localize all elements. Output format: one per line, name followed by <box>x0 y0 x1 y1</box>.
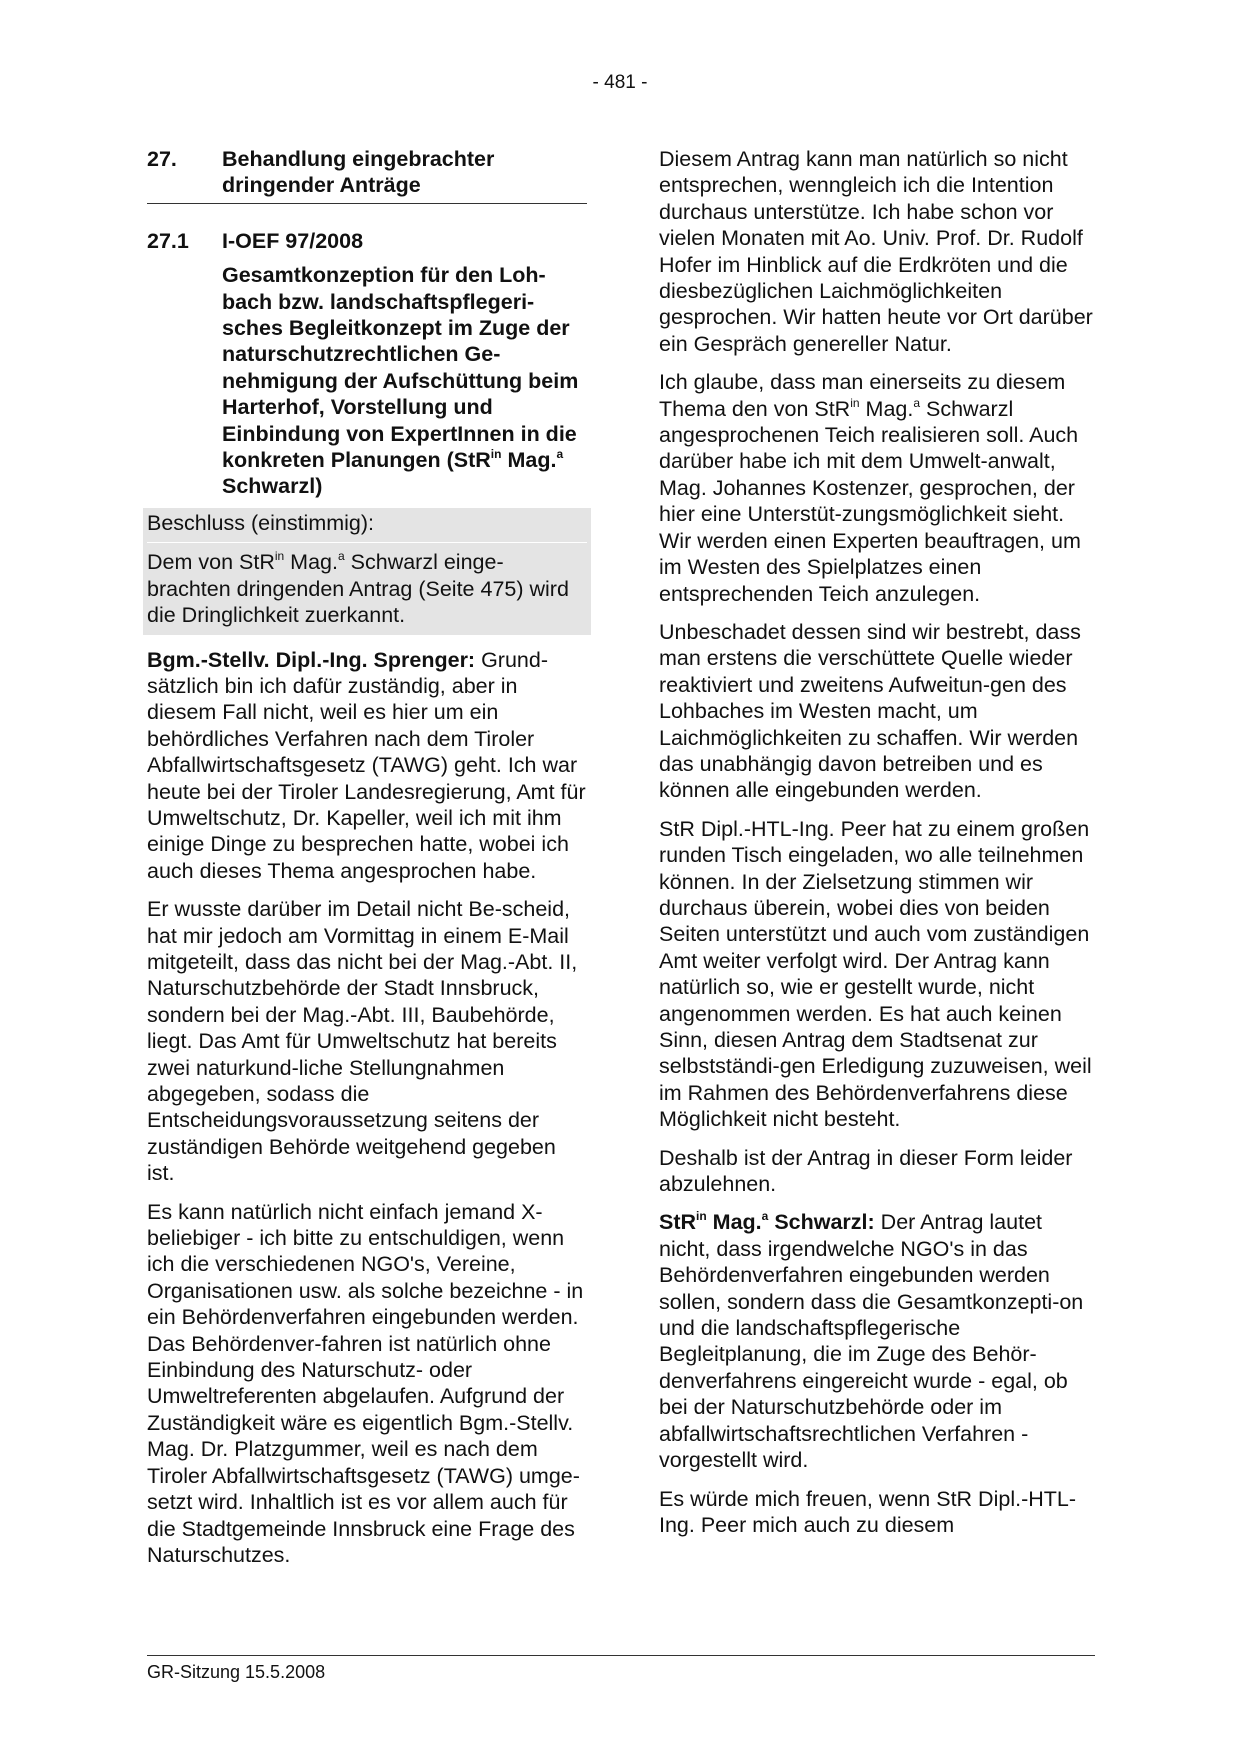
paragraph-right-7: Es würde mich freuen, wenn StR Dipl.-HTL-Ing. Peer mich auch zu diesem <box>659 1486 1077 1537</box>
item-subject: Gesamtkonzeption für den Loh-bach bzw. landschaftspflegeri-sches Begleitkonzept im Zuge der naturschutzrechtlichen Ge-nehmigung der Aufschüttung beim Harterhof, Vorstellung und Einbindung von ExpertInnen in die konkreten Planungen (StR$^{in}$ Mag.$^a$ Schwarzl) <box>222 263 579 499</box>
paragraph-right-5: Deshalb ist der Antrag in dieser Form leider abzulehnen. <box>659 1145 1073 1197</box>
item-heading <box>147 228 587 254</box>
paragraph-right-4: StR Dipl.-HTL-Ing. Peer hat zu einem großen runden Tisch eingeladen, wo alle teilnehmen können. In der Zielsetzung stimmen wir durchaus überein, wobei dies von beiden Seiten unterstützt und auch vom zuständigen Amt weiter verfolgt wird. Der Antrag kann natürlich so, wie er gestellt wurde, nicht angenommen werden. Es hat auch keinen Sinn, diesen Antrag dem Stadtsenat zur selbstständi-gen Erledigung zuzuweisen, weil im Rahmen des Behördenverfahrens diese Möglichkeit nicht besteht. <box>659 816 1092 1132</box>
paragraph-schwarzl: StR$^{in}$ Mag.$^a$ Schwarzl: Der Antrag lautet nicht, dass irgendwelche NGO's in das Behördenverfahren eingebunden werden sollen, sondern dass die Gesamtkonzepti-on und die landschaftspflegerische Begleitplanung, die im Zuge des Behör-denverfahrens eingereicht wurde - egal, ob bei der Naturschutzbehörde oder im abfallwirtschaftsrechtlichen Verfahren - vorgestellt wird. <box>659 1209 1084 1473</box>
paragraph-right-3: Unbeschadet dessen sind wir bestrebt, dass man erstens die verschüttete Quelle wieder reaktiviert und zweitens Aufweitun-gen des Lohbaches im Westen macht, um Laichmöglichkeiten zu schaffen. Wir werden das unabhängig davon betreiben und es können alle eingebunden werden. <box>659 619 1081 803</box>
decision-text: Dem von StR$^{in}$ Mag.$^a$ Schwarzl einge-brachten dringenden Antrag (Seite 475) wird die Dringlichkeit zuerkannt. <box>147 542 587 634</box>
paragraph-sprenger-3: Es kann natürlich nicht einfach jemand X-beliebiger - ich bitte zu entschuldigen, wenn ich die verschiedenen NGO's, Vereine, Organisationen usw. als solche bezeichne - in ein Behördenverfahren eingebunden werden. Das Behördenver-fahren ist natürlich ohne Einbindung des Naturschutz- oder Umweltreferenten abgelaufen. Aufgrund der Zuständigkeit wäre es eigentlich Bgm.-Stellv. Mag. Dr. Platzgummer, weil es nach dem Tiroler Abfallwirtschaftsgesetz (TAWG) umge-setzt wird. Inhaltlich ist es vor allem auch für die Stadtgemeinde Innsbruck eine Frage des Naturschutzes. <box>147 1199 584 1567</box>
speaker-name: StR$^{in}$ Mag.$^a$ Schwarzl: <box>659 1209 875 1235</box>
speaker-name: Bgm.-Stellv. Dipl.-Ing. Sprenger: <box>147 647 476 672</box>
item-code: I-OEF 97/2008 <box>222 228 364 253</box>
decision-box <box>143 508 591 635</box>
paragraph-right-2: Ich glaube, dass man einerseits zu diesem Thema den von StR$^{in}$ Mag.$^a$ Schwarzl angesprochenen Teich realisieren soll. Auch darüber habe ich mit dem Umwelt-anwalt, Mag. Johannes Kostenzer, gesprochen, der hier eine Unterstüt-zungsmöglichkeit sieht. Wir werden einen Experten beauftragen, um im Westen des Spielplatzes einen entsprechenden Teich anzulegen. <box>659 370 1081 606</box>
paragraph-right-1: Diesem Antrag kann man natürlich so nicht entsprechen, wenngleich ich die Intention durchaus unterstütze. Ich habe schon vor vielen Monaten mit Ao. Univ. Prof. Dr. Rudolf Hofer im Hinblick auf die Erdkröten und die diesbezüglichen Laichmöglichkeiten gesprochen. Wir hatten heute vor Ort darüber ein Gespräch genereller Natur. <box>659 147 1093 356</box>
section-heading <box>147 146 587 204</box>
page-footer: GR-Sitzung 15.5.2008 <box>147 1655 1095 1683</box>
section-number: 27. <box>147 147 177 171</box>
paragraph-sprenger-1: Bgm.-Stellv. Dipl.-Ing. Sprenger: Grund-sätzlich bin ich dafür zuständig, aber in diesem Fall nicht, weil es hier um ein behördliches Verfahren nach dem Tiroler Abfallwirtschaftsgesetz (TAWG) geht. Ich war heute bei der Tiroler Landesregierung, Amt für Umweltschutz, Dr. Kapeller, weil ich mit ihm einige Dinge zu besprechen hatte, wobei ich auch dieses Thema angesprochen habe. <box>147 647 586 883</box>
page-number: - 481 - <box>592 72 648 93</box>
item-number: 27.1 <box>147 228 189 253</box>
paragraph-sprenger-2: Er wusste darüber im Detail nicht Be-scheid, hat mir jedoch am Vormittag in einem E-Mail mitgeteilt, dass das nicht bei der Mag.-Abt. II, Naturschutzbehörde der Stadt Innsbruck, sondern bei der Mag.-Abt. III, Baubehörde, liegt. Das Amt für Umweltschutz hat bereits zwei naturkund-liche Stellungnahmen abgegeben, sodass die Entscheidungsvoraussetzung seitens der zuständigen Behörde weitgehend gegeben ist. <box>147 897 578 1186</box>
decision-label: Beschluss (einstimmig): <box>147 510 374 535</box>
left-column <box>147 146 587 1580</box>
right-column <box>659 146 1094 1550</box>
section-title: Behandlung eingebrachter dringender Anträge <box>222 147 495 198</box>
